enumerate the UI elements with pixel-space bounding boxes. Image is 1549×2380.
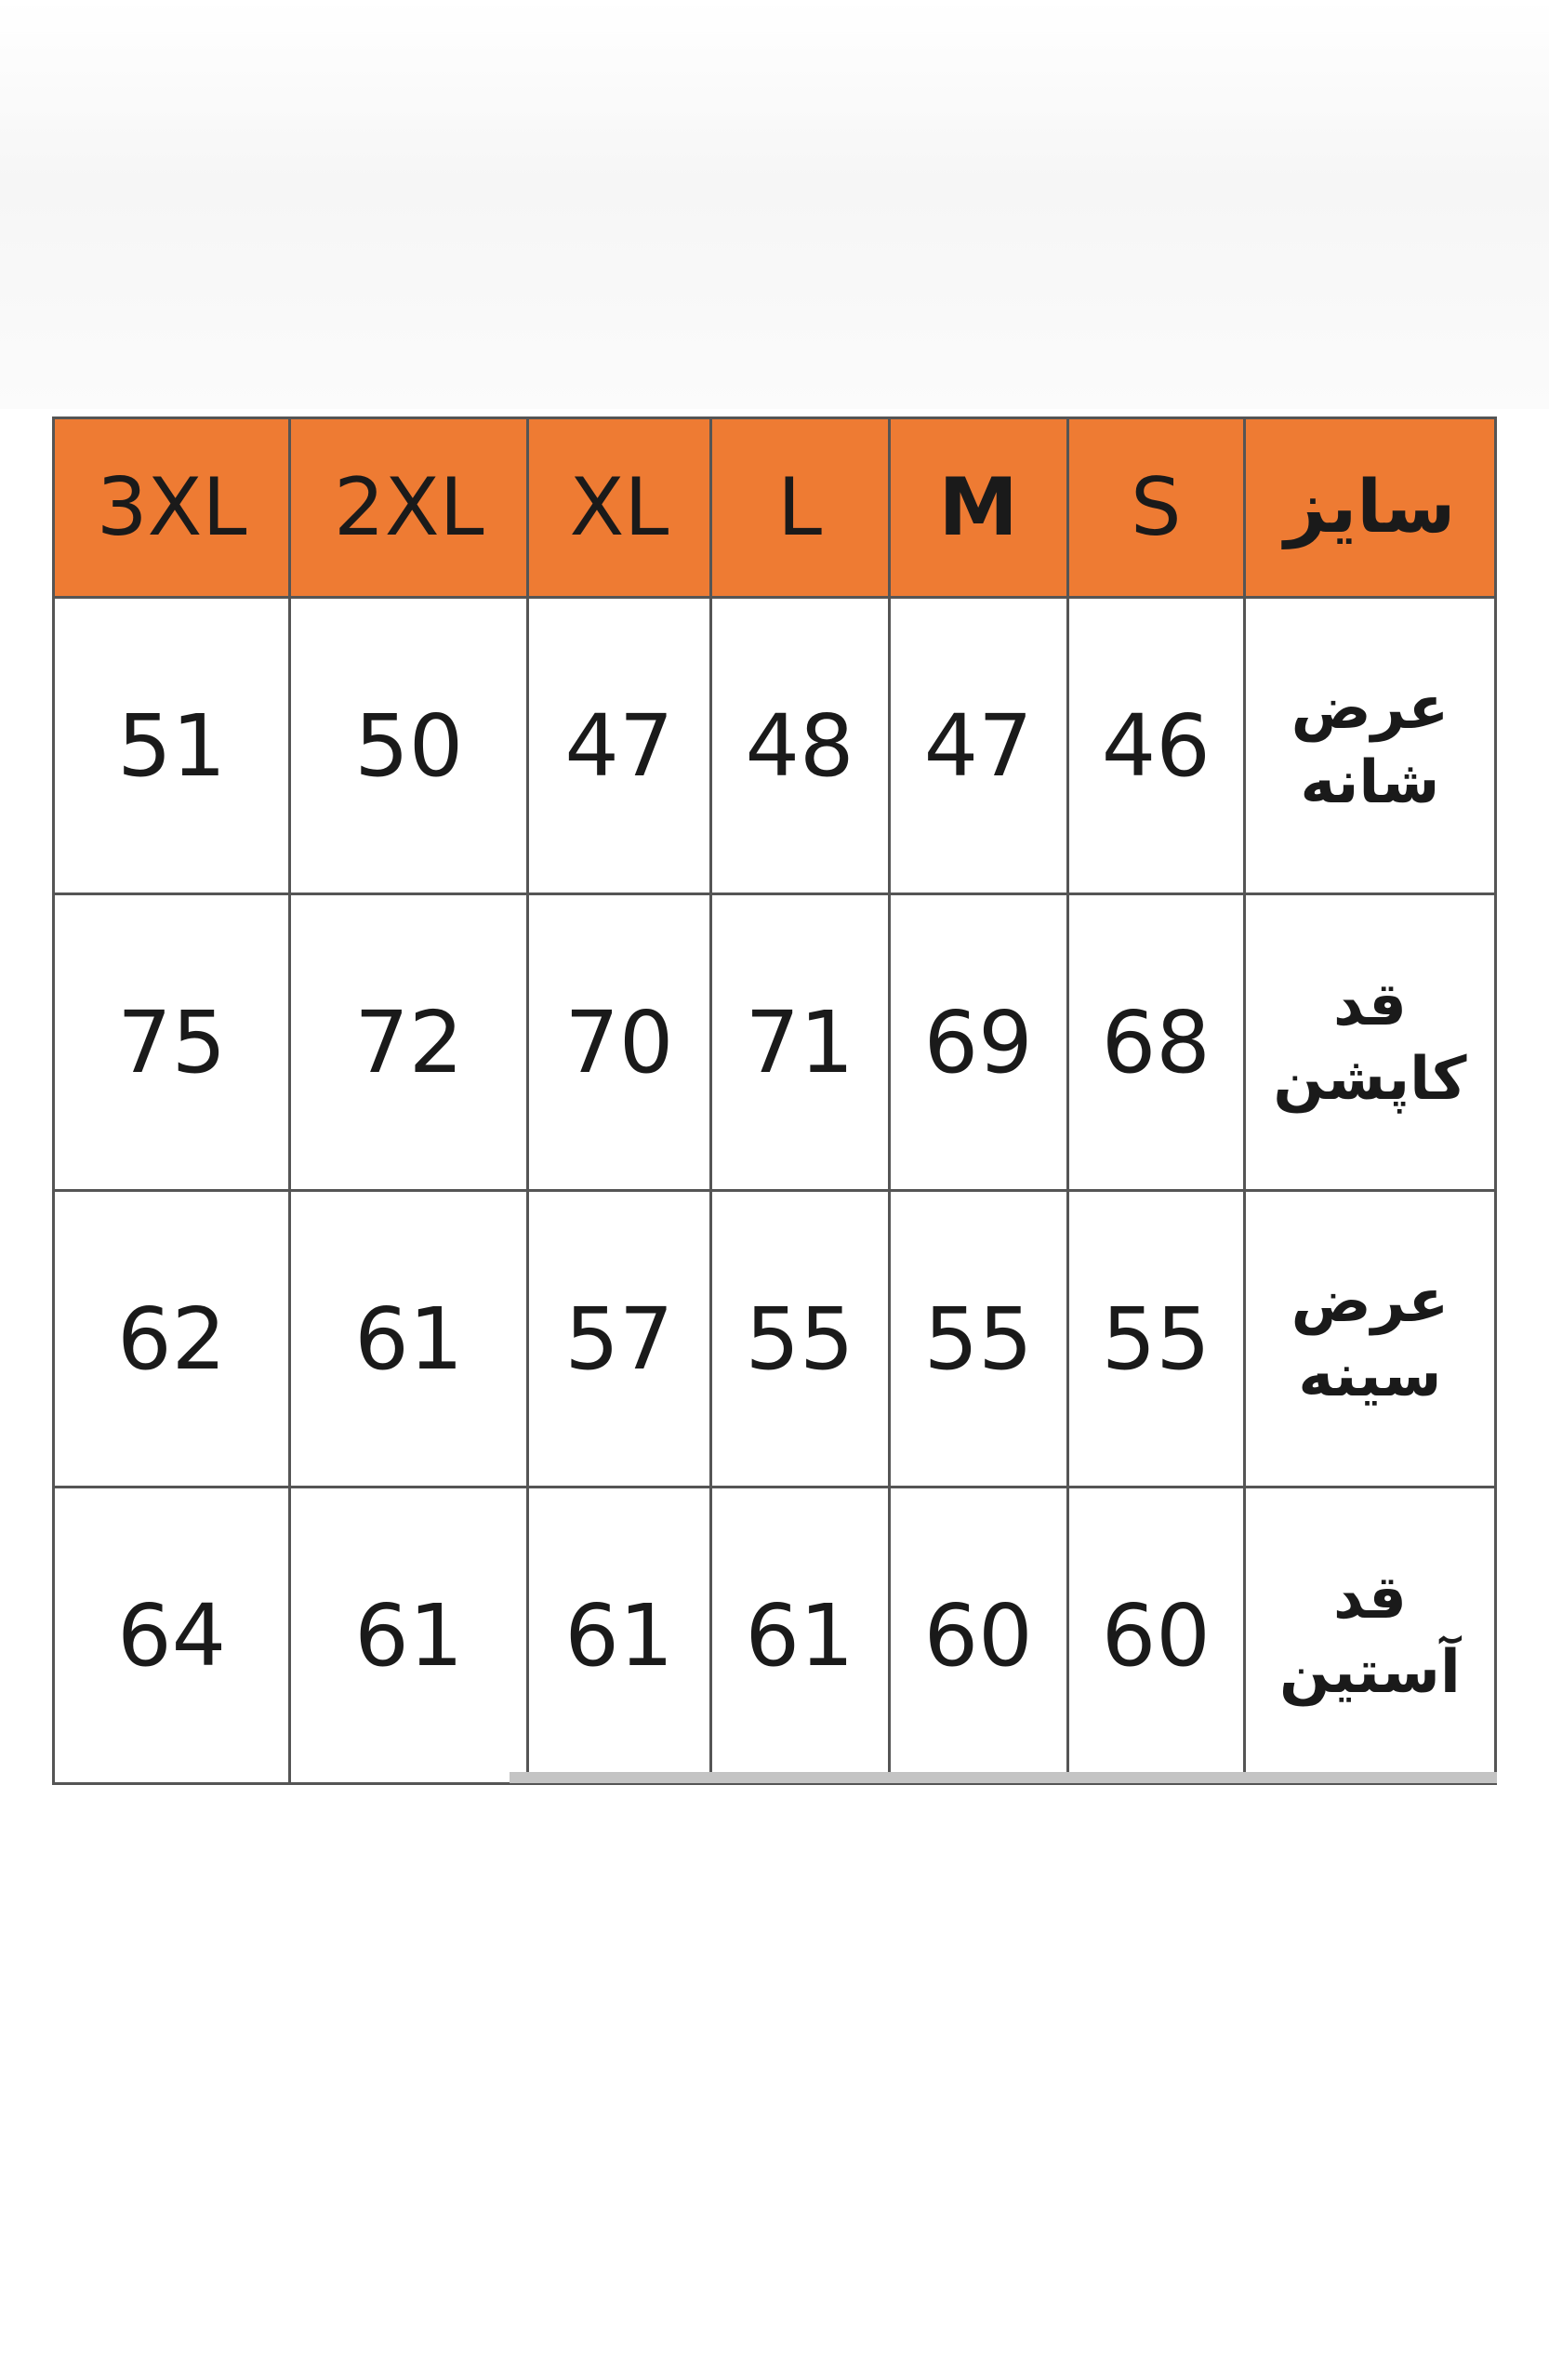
table-cell: 55	[710, 1191, 889, 1488]
table-row	[54, 894, 1496, 1191]
table-cell: 48	[710, 598, 889, 894]
size-header-s: S	[1067, 418, 1244, 598]
size-header-xl: XL	[528, 418, 710, 598]
row-label-line: عرض	[1291, 674, 1450, 743]
header-row	[54, 418, 1496, 598]
table-cell: 62	[54, 1191, 290, 1488]
table-cell: 75	[54, 894, 290, 1191]
table-cell: 60	[1067, 1488, 1244, 1784]
table-cell: 50	[290, 598, 528, 894]
row-label-line: عرض	[1291, 1267, 1450, 1336]
table-cell: 68	[1067, 894, 1244, 1191]
table-cell: 61	[290, 1191, 528, 1488]
table-cell: 46	[1067, 598, 1244, 894]
table-row	[54, 598, 1496, 894]
row-label-line: سینه	[1298, 1342, 1442, 1410]
row-label-shoulder-width	[1244, 598, 1495, 894]
size-header-l: L	[710, 418, 889, 598]
table-cell: 47	[528, 598, 710, 894]
row-label-line: قد	[1332, 1564, 1407, 1633]
table-cell: 71	[710, 894, 889, 1191]
header-size-label: سایز	[1244, 418, 1495, 598]
table-cell: 51	[54, 598, 290, 894]
row-label-chest-width	[1244, 1191, 1495, 1488]
background-haze	[0, 0, 1549, 409]
table-cell: 55	[889, 1191, 1067, 1488]
table-row	[54, 1191, 1496, 1488]
table-cell: 69	[889, 894, 1067, 1191]
size-header-m: M	[889, 418, 1067, 598]
row-label-line: کاپشن	[1273, 1045, 1467, 1114]
table-cell: 55	[1067, 1191, 1244, 1488]
table-cell: 61	[710, 1488, 889, 1784]
row-label-sleeve-length	[1244, 1488, 1495, 1784]
size-header-3xl: 3XL	[54, 418, 290, 598]
size-chart-table	[52, 416, 1497, 1785]
table-cell: 72	[290, 894, 528, 1191]
row-label-line: قد	[1332, 971, 1407, 1039]
table-cell: 61	[528, 1488, 710, 1784]
row-label-line: شانه	[1300, 748, 1440, 817]
table-bottom-shadow	[510, 1772, 1497, 1783]
table-cell: 47	[889, 598, 1067, 894]
table-cell: 64	[54, 1488, 290, 1784]
table-cell: 70	[528, 894, 710, 1191]
row-label-jacket-length	[1244, 894, 1495, 1191]
table-cell: 57	[528, 1191, 710, 1488]
table-row	[54, 1488, 1496, 1784]
row-label-line: آستین	[1279, 1638, 1461, 1707]
size-header-2xl: 2XL	[290, 418, 528, 598]
table-cell: 60	[889, 1488, 1067, 1784]
table-cell: 61	[290, 1488, 528, 1784]
